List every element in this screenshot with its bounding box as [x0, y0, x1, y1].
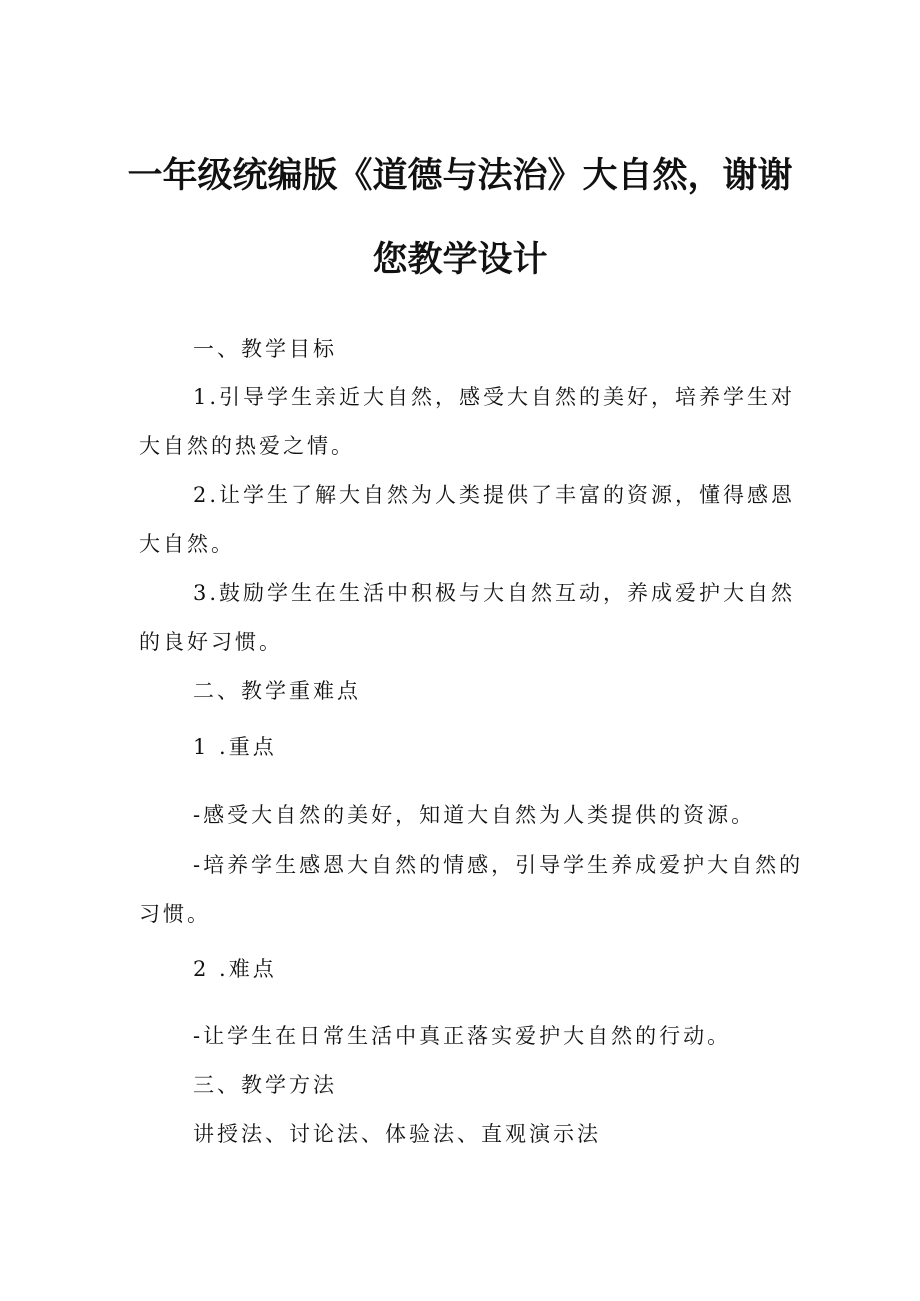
difficult-point-item-1: -让学生在日常生活中真正落实爱护大自然的行动。	[193, 1024, 732, 1048]
objective-3-line-1: 3.鼓励学生在生活中积极与大自然互动，养成爱护大自然	[193, 581, 796, 605]
document-title-line-1: 一年级统编版《道德与法治》大自然，谢谢	[127, 156, 793, 196]
document-title-line-2: 您教学设计	[372, 240, 548, 280]
key-point-item-2-line-1: -培养学生感恩大自然的情感，引导学生养成爱护大自然的	[193, 853, 804, 877]
teaching-methods-text: 讲授法、讨论法、体验法、直观演示法	[193, 1122, 601, 1146]
section-heading-methods: 三、教学方法	[193, 1073, 337, 1097]
objective-2-line-1: 2.让学生了解大自然为人类提供了丰富的资源，懂得感恩	[193, 483, 796, 507]
key-point-item-1: -感受大自然的美好，知道大自然为人类提供的资源。	[193, 803, 756, 827]
section-heading-key-difficult-points: 二、教学重难点	[193, 679, 361, 703]
key-points-heading: 1 .重点	[193, 735, 277, 759]
objective-1-line-1: 1.引导学生亲近大自然，感受大自然的美好，培养学生对	[193, 385, 796, 409]
key-point-item-2-line-2: 习惯。	[139, 902, 211, 926]
difficult-points-heading: 2 .难点	[193, 957, 277, 981]
section-heading-objectives: 一、教学目标	[193, 337, 337, 361]
objective-1-line-2: 大自然的热爱之情。	[139, 434, 355, 458]
objective-3-line-2: 的良好习惯。	[139, 630, 283, 654]
objective-2-line-2: 大自然。	[139, 532, 235, 556]
